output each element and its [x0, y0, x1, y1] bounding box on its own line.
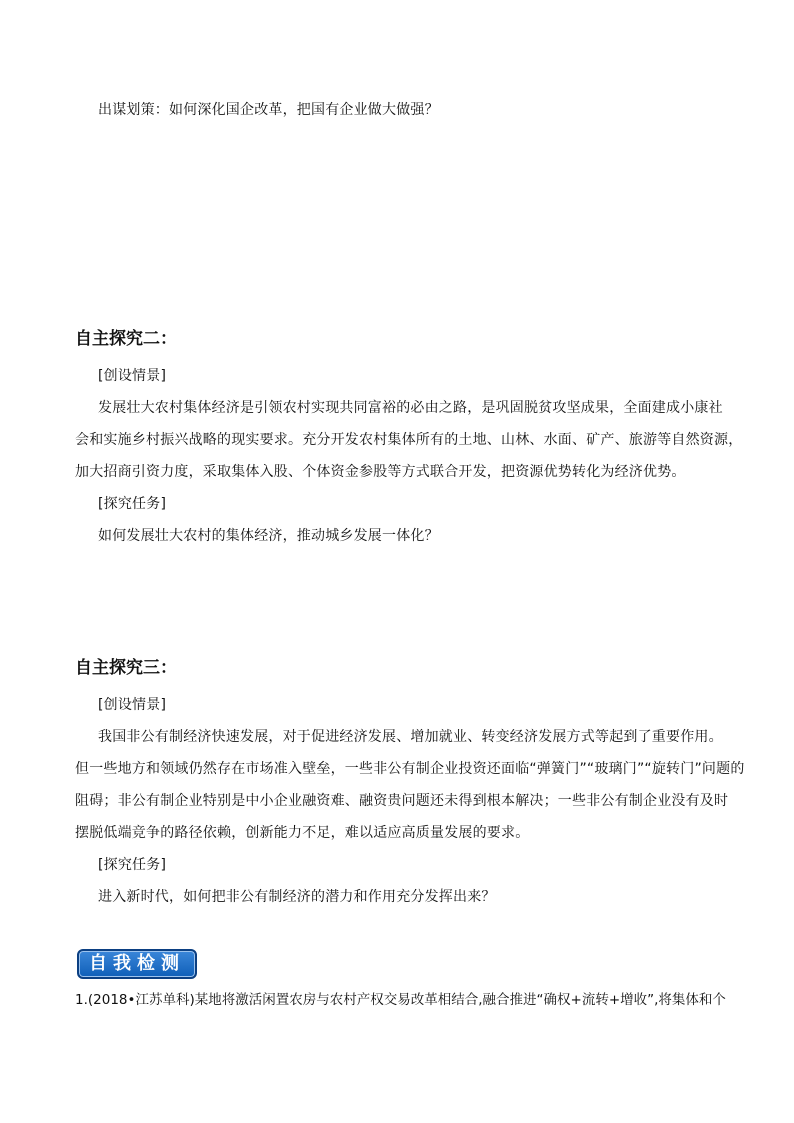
section2-scenario-line-2: 会和实施乡村振兴战略的现实要求。充分开发农村集体所有的土地、山林、水面、矿产、旅游等自然资源，: [75, 432, 743, 448]
section3-heading: 自主探究三：: [75, 658, 177, 678]
section2-task-label: [探究任务]: [98, 496, 167, 512]
section3-scenario-line-1: 我国非公有制经济快速发展，对于促进经济发展、增加就业、转变经济发展方式等起到了重要作用。: [98, 729, 723, 745]
section3-task-label: [探究任务]: [98, 857, 167, 873]
self-check-badge: 自我检测: [77, 949, 197, 979]
section2-scenario-label: [创设情景]: [98, 368, 167, 384]
section3-scenario-line-2: 但一些地方和领域仍然存在市场准入壁垒，一些非公有制企业投资还面临“弹簧门”“玻璃门”“旋转门”问题的: [75, 761, 745, 777]
top-task-question: 出谋划策：如何深化国企改革，把国有企业做大做强？: [98, 102, 439, 118]
section2-scenario-line-1: 发展壮大农村集体经济是引领农村实现共同富裕的必由之路，是巩固脱贫攻坚成果，全面建成小康社: [98, 400, 723, 416]
section3-scenario-line-3: 阻碍；非公有制企业特别是中小企业融资难、融资贵问题还未得到根本解决；一些非公有制企业没有及时: [75, 793, 729, 809]
section2-task-question: 如何发展壮大农村的集体经济，推动城乡发展一体化？: [98, 528, 439, 544]
section2-scenario-line-3: 加大招商引资力度，采取集体入股、个体资金参股等方式联合开发，把资源优势转化为经济优势。: [75, 464, 686, 480]
section3-task-question: 进入新时代，如何把非公有制经济的潜力和作用充分发挥出来？: [98, 889, 496, 905]
section2-heading: 自主探究二：: [75, 329, 177, 349]
section3-scenario-label: [创设情景]: [98, 697, 167, 713]
section3-scenario-line-4: 摆脱低端竞争的路径依赖，创新能力不足，难以适应高质量发展的要求。: [75, 825, 530, 841]
question-1-text: 1.(2018•江苏单科)某地将激活闲置农房与农村产权交易改革相结合,融合推进“确权+流转+增收”,将集体和个: [75, 992, 726, 1008]
